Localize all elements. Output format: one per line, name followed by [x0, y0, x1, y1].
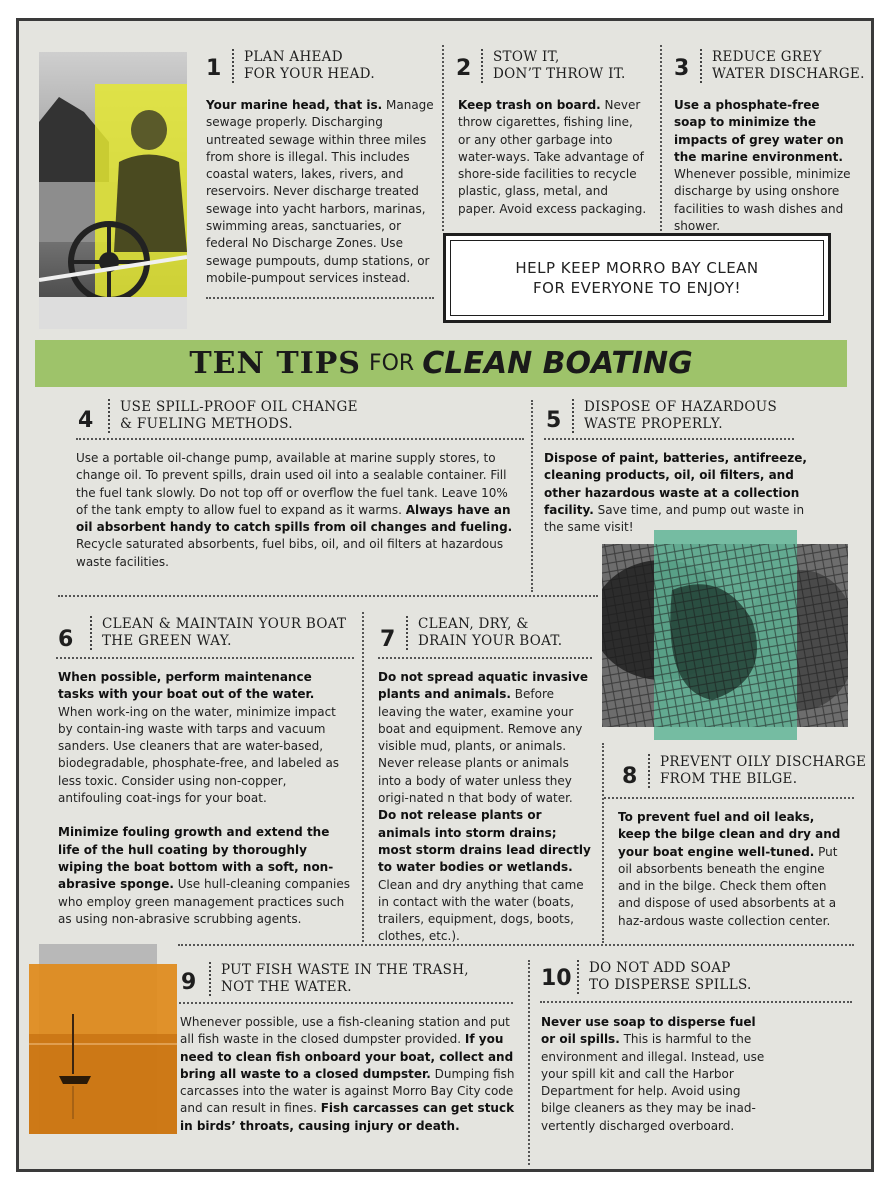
tip-5-text: Save time, and pump out waste in the same visit!	[544, 502, 805, 535]
tip-8-title	[648, 754, 866, 788]
tip-8-body	[618, 809, 846, 930]
tip-10-number: 10	[541, 966, 572, 991]
tip-4-title-line1: USE SPILL-PROOF OIL CHANGE	[120, 399, 358, 415]
tip-9-number: 9	[181, 970, 197, 995]
tip-3-bold: Use a phosphate-free soap to minimize the impacts of grey water on the marine environment.	[674, 98, 844, 164]
tip-7-bold1: Do not spread aquatic invasive plants and animals.	[378, 670, 588, 702]
callout-box	[443, 233, 831, 323]
tip-6-number: 6	[58, 627, 74, 652]
tip-2-title	[481, 49, 626, 83]
callout-line2: FOR EVERYONE TO ENJOY!	[533, 279, 741, 297]
divider	[378, 657, 592, 659]
tip-4-body	[76, 450, 522, 571]
tip-1-number: 1	[206, 56, 222, 81]
tip-6-paragraph-2	[58, 824, 350, 928]
fishing-net-photo	[602, 530, 848, 740]
divider	[602, 743, 604, 943]
divider	[531, 400, 533, 592]
banner-clean-boating: CLEAN BOATING	[422, 346, 693, 381]
tip-8-bold: To prevent fuel and oil leaks, keep the bilge clean and dry and your boat engine well-tuned.	[618, 810, 841, 859]
tip-6-text1: When work-ing on the water, minimize impact by contain-ing waste with tarps and vacuum sanders. Use cleaners that are water-based, biodegradable, phosphate-free, and labeled as less toxic. Consider using non-copper, antifouling coat-ings for your boat.	[58, 704, 340, 806]
tip-9-text2: Dumping fish carcasses into the water is against Morro Bay City code and can result in fines.	[180, 1066, 515, 1116]
tip-9-body	[180, 1014, 516, 1135]
tip-5-number: 5	[546, 408, 562, 433]
tip-3-title	[700, 49, 865, 83]
tip-9-title-line2: NOT THE WATER.	[221, 979, 352, 995]
tip-10-bold: Never use soap to disperse fuel or oil spills.	[541, 1015, 756, 1047]
tip-9-text1: Whenever possible, use a fish-cleaning station and put all fish waste in the closed dumpster provided.	[180, 1015, 510, 1047]
tip-2-text: Never throw cigarettes, fishing line, or any other garbage into water-ways. Take advantage of shore-side facilities to recycle plastic, glass, metal, and paper. Avoid excess packaging.	[458, 98, 647, 216]
tip-3-title-line1: REDUCE GREY	[712, 49, 822, 65]
tip-1-title	[232, 49, 375, 83]
tip-2-title-line2: DON’T THROW IT.	[493, 66, 626, 82]
tip-5-title-line2: WASTE PROPERLY.	[584, 416, 723, 432]
tip-2-bold: Keep trash on board.	[458, 98, 601, 112]
callout-text	[450, 240, 824, 316]
tip-5-title	[572, 399, 777, 433]
tip-1-bold: Your marine head, that is.	[206, 98, 383, 112]
tip-4-number: 4	[78, 408, 94, 433]
tip-7-bold2: Do not release plants or animals into storm drains; most storm drains lead directly to water bodies or wetlands.	[378, 808, 591, 875]
boater-photo	[39, 52, 187, 329]
tip-1-title-line2: FOR YOUR HEAD.	[244, 66, 375, 82]
tip-4-title	[108, 399, 358, 433]
tip-8-title-line2: FROM THE BILGE.	[660, 771, 798, 787]
tip-6-title	[90, 616, 346, 650]
divider	[540, 1001, 852, 1003]
tip-7-title	[406, 616, 562, 650]
tip-7-title-line2: DRAIN YOUR BOAT.	[418, 633, 563, 649]
divider	[56, 657, 354, 659]
tip-9-bold2: Fish carcasses can get stuck in birds’ throats, causing injury or death.	[180, 1101, 515, 1133]
divider	[58, 595, 598, 597]
title-banner	[35, 340, 847, 387]
tip-6-bold1: When possible, perform maintenance tasks with your boat out of the water.	[58, 670, 315, 702]
tip-7-text1: Before leaving the water, examine your boat and equipment. Remove any visible mud, plants, or animals. Never release plants or animals into a body of water unless they origi-nated n that body of water.	[378, 687, 583, 806]
tip-2-body	[458, 97, 648, 218]
tip-10-body	[541, 1014, 767, 1135]
tip-7-title-line1: CLEAN, DRY, &	[418, 616, 529, 632]
tip-8-number: 8	[622, 764, 638, 789]
divider	[528, 960, 530, 1165]
divider	[206, 297, 434, 299]
tip-1-text: Manage sewage properly. Discharging untreated sewage within three miles from shore is illegal. This includes coastal waters, lakes, rivers, and reservoirs. Never discharge treated sewage into yacht harbors, marinas, swimming areas, sanctuaries, or federal No Discharge Zones. Use sewage pumpouts, dump stations, or mobile-pumpout services instead.	[206, 98, 434, 285]
tip-8-title-line1: PREVENT OILY DISCHARGE	[660, 754, 867, 770]
tip-4-text2: Recycle saturated absorbents, fuel bibs, oil, and oil filters at hazardous waste facilities.	[76, 537, 504, 569]
tip-7-number: 7	[380, 627, 396, 652]
callout-line1: HELP KEEP MORRO BAY CLEAN	[515, 259, 759, 277]
tip-9-bold1: If you need to clean fish onboard your boat, collect and bring all waste to a closed dumpster.	[180, 1032, 514, 1081]
tip-10-title-line1: DO NOT ADD SOAP	[589, 960, 731, 976]
tip-3-body	[674, 97, 854, 235]
tip-5-bold: Dispose of paint, batteries, antifreeze, cleaning products, oil, oil filters, and other hazardous waste at a collection facility.	[544, 451, 807, 517]
tip-6-text2: Use hull-cleaning companies who employ green management practices such as using non-abrasive scrubbing agents.	[58, 877, 350, 926]
divider	[178, 944, 854, 946]
tip-3-title-line2: WATER DISCHARGE.	[712, 66, 865, 82]
sailboat-sunset-photo	[29, 944, 177, 1134]
banner-ten-tips: TEN TIPS	[189, 346, 361, 381]
tip-1-title-line1: PLAN AHEAD	[244, 49, 343, 65]
tip-6-body	[58, 669, 350, 928]
tip-1-body	[206, 97, 434, 287]
tip-6-bold2: Minimize fouling growth and extend the life of the hull coating by thoroughly wiping the boat bottom with a soft, non-abrasive sponge.	[58, 825, 334, 892]
divider	[660, 45, 662, 231]
tip-10-title-line2: TO DISPERSE SPILLS.	[589, 977, 752, 993]
tip-5-body	[544, 450, 809, 536]
divider	[442, 45, 444, 231]
tip-7-text2: Clean and dry anything that came in contact with the water (boats, trailers, equipment, dogs, boots, clothes, etc.).	[378, 877, 584, 944]
tip-2-number: 2	[456, 56, 472, 81]
tip-9-title	[209, 962, 469, 996]
tip-6-paragraph-1	[58, 669, 350, 807]
tip-7-body	[378, 669, 594, 946]
divider	[544, 438, 794, 440]
tip-3-text: Whenever possible, minimize discharge by using onshore facilities to wash dishes and shower.	[674, 167, 851, 234]
tip-4-text1: Use a portable oil-change pump, available at marine supply stores, to change oil. To prevent spills, drain used oil into a sealable container. Fill the fuel tank slowly. Do not top off or overflow the fuel tank. Leave 10% of the tank empty to allow fuel to expand as it warms.	[76, 451, 508, 517]
divider	[604, 797, 854, 799]
tip-4-title-line2: & FUELING METHODS.	[120, 416, 293, 432]
tip-9-title-line1: PUT FISH WASTE IN THE TRASH,	[221, 962, 469, 978]
tip-10-text: This is harmful to the environment and illegal. Instead, use your spill kit and call the Harbor Department for help. Avoid using bilge cleaners as they may be inad-vertently discharged overboard.	[541, 1032, 765, 1133]
tip-6-title-line2: THE GREEN WAY.	[102, 633, 232, 649]
divider	[76, 438, 524, 440]
tip-4-bold: Always have an oil absorbent handy to catch spills from oil changes and fueling.	[76, 502, 513, 535]
tip-3-number: 3	[674, 56, 690, 81]
divider	[179, 1002, 513, 1004]
tip-8-text: Put oil absorbents beneath the engine and in the bilge. Check them often and dispose of used absorbents at a haz-ardous waste collection center.	[618, 844, 838, 928]
banner-for: FOR	[368, 351, 415, 376]
divider	[362, 612, 364, 942]
tip-10-title	[577, 960, 752, 994]
tip-6-title-line1: CLEAN & MAINTAIN YOUR BOAT	[102, 616, 347, 632]
tip-5-title-line1: DISPOSE OF HAZARDOUS	[584, 399, 778, 415]
tip-2-title-line1: STOW IT,	[493, 49, 560, 65]
